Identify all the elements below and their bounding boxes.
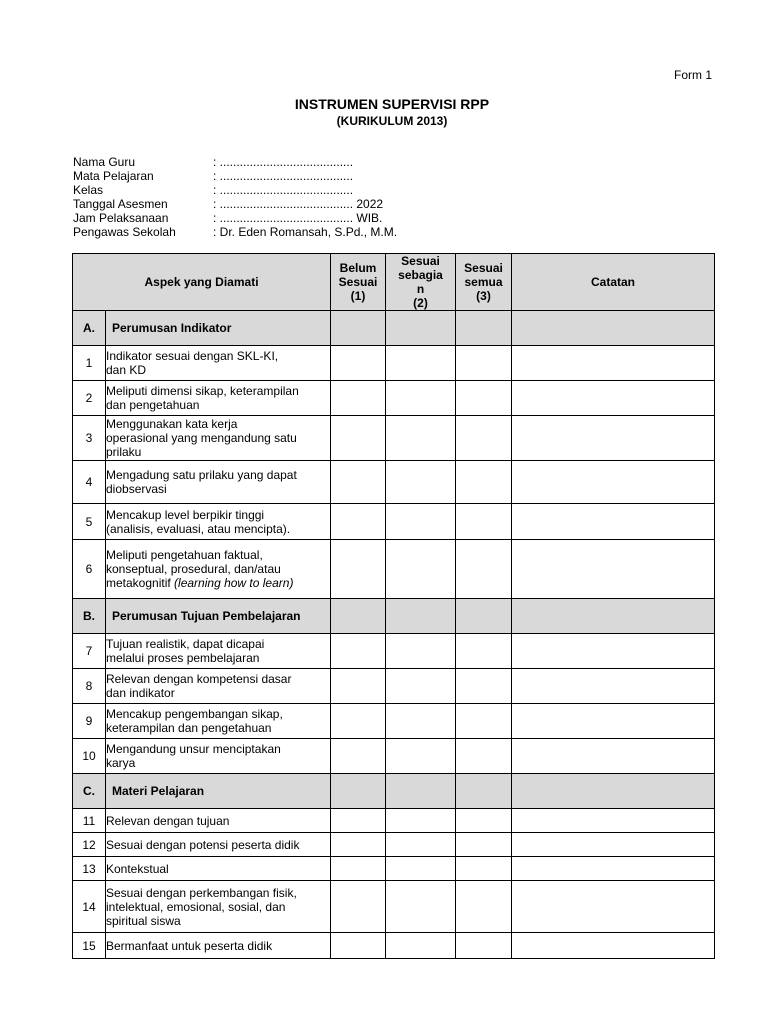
score-cell[interactable] bbox=[331, 704, 386, 739]
info-row-nama-guru bbox=[73, 155, 397, 169]
info-value: : ........................................ 2022 bbox=[213, 197, 384, 211]
row-number: 14 bbox=[73, 881, 106, 933]
score-cell[interactable] bbox=[386, 461, 456, 504]
score-cell[interactable] bbox=[456, 881, 512, 933]
form-label: Form 1 bbox=[673, 68, 712, 82]
score-cell[interactable] bbox=[331, 540, 386, 599]
row-number: 2 bbox=[73, 381, 106, 416]
section-letter: B. bbox=[73, 599, 106, 634]
row-number: 11 bbox=[73, 809, 106, 833]
header-belum-sesuai: Belum Sesuai (1) bbox=[331, 254, 386, 311]
info-label: Mata Pelajaran bbox=[73, 169, 154, 183]
row-number: 13 bbox=[73, 857, 106, 881]
table-row bbox=[73, 833, 715, 857]
table-row bbox=[73, 346, 715, 381]
notes-cell[interactable] bbox=[512, 381, 715, 416]
score-cell[interactable] bbox=[331, 346, 386, 381]
row-description: Bermanfaat untuk peserta didik bbox=[106, 933, 331, 959]
score-cell[interactable] bbox=[456, 381, 512, 416]
score-cell[interactable] bbox=[386, 881, 456, 933]
table-row bbox=[73, 809, 715, 833]
score-cell[interactable] bbox=[386, 857, 456, 881]
info-value: : Dr. Eden Romansah, S.Pd., M.M. bbox=[213, 225, 398, 239]
row-description: Mencakup pengembangan sikap, keterampilan dan pengetahuan bbox=[106, 704, 331, 739]
row-number: 6 bbox=[73, 540, 106, 599]
notes-cell[interactable] bbox=[512, 634, 715, 669]
row-number: 12 bbox=[73, 833, 106, 857]
score-cell[interactable] bbox=[456, 540, 512, 599]
table-row bbox=[73, 416, 715, 461]
score-cell[interactable] bbox=[456, 416, 512, 461]
table-row bbox=[73, 857, 715, 881]
score-cell[interactable] bbox=[386, 381, 456, 416]
notes-cell[interactable] bbox=[512, 346, 715, 381]
info-row-mata-pelajaran bbox=[73, 169, 397, 183]
table-row bbox=[73, 669, 715, 704]
row-description: Tujuan realistik, dapat dicapai melalui proses pembelajaran bbox=[106, 634, 331, 669]
row-description: Sesuai dengan potensi peserta didik bbox=[106, 833, 331, 857]
score-cell[interactable] bbox=[331, 416, 386, 461]
section-row-c bbox=[73, 774, 715, 809]
section-row-b bbox=[73, 599, 715, 634]
row-description: Mengandung unsur menciptakan karya bbox=[106, 739, 331, 774]
header-aspek: Aspek yang Diamati bbox=[73, 254, 331, 311]
score-cell[interactable] bbox=[456, 311, 512, 346]
score-cell[interactable] bbox=[331, 311, 386, 346]
info-row-tanggal-asesmen bbox=[73, 197, 397, 211]
score-cell[interactable] bbox=[331, 461, 386, 504]
row-number: 1 bbox=[73, 346, 106, 381]
notes-cell[interactable] bbox=[512, 504, 715, 540]
score-cell[interactable] bbox=[331, 881, 386, 933]
header-catatan: Catatan bbox=[512, 254, 715, 311]
row-number: 15 bbox=[73, 933, 106, 959]
info-label: Nama Guru bbox=[73, 155, 136, 169]
score-cell[interactable] bbox=[386, 809, 456, 833]
score-cell[interactable] bbox=[386, 774, 456, 809]
row-description: Menggunakan kata kerja operasional yang mengandung satu prilaku bbox=[106, 416, 331, 461]
notes-cell[interactable] bbox=[512, 881, 715, 933]
score-cell[interactable] bbox=[386, 504, 456, 540]
row-description: Meliputi dimensi sikap, keterampilan dan pengetahuan bbox=[106, 381, 331, 416]
section-row-a bbox=[73, 311, 715, 346]
score-cell[interactable] bbox=[331, 857, 386, 881]
table-row bbox=[73, 381, 715, 416]
score-cell[interactable] bbox=[456, 346, 512, 381]
score-cell[interactable] bbox=[456, 669, 512, 704]
notes-cell[interactable] bbox=[512, 857, 715, 881]
table-row bbox=[73, 634, 715, 669]
score-cell[interactable] bbox=[456, 599, 512, 634]
row-number: 8 bbox=[73, 669, 106, 704]
score-cell[interactable] bbox=[456, 739, 512, 774]
section-letter: C. bbox=[73, 774, 106, 809]
row-description: Kontekstual bbox=[106, 857, 331, 881]
row-description: Meliputi pengetahuan faktual, konseptual, prosedural, dan/atau metakognitif (learning how to learn) bbox=[106, 540, 331, 599]
score-cell[interactable] bbox=[456, 634, 512, 669]
row-description: Indikator sesuai dengan SKL-KI, dan KD bbox=[106, 346, 331, 381]
score-cell[interactable] bbox=[331, 504, 386, 540]
info-row-pengawas-sekolah bbox=[73, 225, 397, 239]
notes-cell[interactable] bbox=[512, 461, 715, 504]
score-cell[interactable] bbox=[386, 311, 456, 346]
notes-cell[interactable] bbox=[512, 809, 715, 833]
notes-cell[interactable] bbox=[512, 311, 715, 346]
info-label: Pengawas Sekolah bbox=[73, 225, 176, 239]
section-title: Perumusan Indikator bbox=[106, 311, 331, 346]
score-cell[interactable] bbox=[386, 634, 456, 669]
score-cell[interactable] bbox=[456, 933, 512, 959]
row-description: Mengadung satu prilaku yang dapat diobservasi bbox=[106, 461, 331, 504]
document-subtitle: (KURIKULUM 2013) bbox=[336, 114, 448, 128]
score-cell[interactable] bbox=[456, 809, 512, 833]
document-title: INSTRUMEN SUPERVISI RPP bbox=[294, 96, 490, 112]
score-cell[interactable] bbox=[386, 739, 456, 774]
notes-cell[interactable] bbox=[512, 739, 715, 774]
score-cell[interactable] bbox=[456, 461, 512, 504]
section-title: Materi Pelajaran bbox=[106, 774, 331, 809]
score-cell[interactable] bbox=[331, 599, 386, 634]
notes-cell[interactable] bbox=[512, 416, 715, 461]
score-cell[interactable] bbox=[386, 704, 456, 739]
score-cell[interactable] bbox=[331, 833, 386, 857]
score-cell[interactable] bbox=[456, 833, 512, 857]
table-header-row bbox=[73, 254, 715, 311]
row-number: 5 bbox=[73, 504, 106, 540]
header-sesuai-sebagian: Sesuai sebagia n (2) bbox=[386, 254, 456, 311]
score-cell[interactable] bbox=[331, 809, 386, 833]
info-value: : ........................................ WIB. bbox=[213, 211, 383, 225]
info-label: Kelas bbox=[73, 183, 104, 197]
notes-cell[interactable] bbox=[512, 774, 715, 809]
score-cell[interactable] bbox=[331, 669, 386, 704]
row-number: 9 bbox=[73, 704, 106, 739]
score-cell[interactable] bbox=[386, 669, 456, 704]
row-number: 7 bbox=[73, 634, 106, 669]
notes-cell[interactable] bbox=[512, 833, 715, 857]
score-cell[interactable] bbox=[386, 933, 456, 959]
table-row bbox=[73, 704, 715, 739]
info-row-kelas bbox=[73, 183, 397, 197]
section-title: Perumusan Tujuan Pembelajaran bbox=[106, 599, 331, 634]
row-number: 10 bbox=[73, 739, 106, 774]
score-cell[interactable] bbox=[386, 599, 456, 634]
notes-cell[interactable] bbox=[512, 704, 715, 739]
notes-cell[interactable] bbox=[512, 669, 715, 704]
score-cell[interactable] bbox=[331, 774, 386, 809]
identity-info bbox=[73, 155, 397, 239]
score-cell[interactable] bbox=[386, 540, 456, 599]
row-description: Sesuai dengan perkembangan fisik, intelektual, emosional, sosial, dan spiritual siswa bbox=[106, 881, 331, 933]
score-cell[interactable] bbox=[456, 704, 512, 739]
info-value: : ........................................ bbox=[213, 169, 354, 183]
score-cell[interactable] bbox=[456, 774, 512, 809]
score-cell[interactable] bbox=[331, 933, 386, 959]
row-description: Mencakup level berpikir tinggi (analisis, evaluasi, atau mencipta). bbox=[106, 504, 331, 540]
info-row-jam-pelaksanaan bbox=[73, 211, 397, 225]
score-cell[interactable] bbox=[331, 381, 386, 416]
row-number: 4 bbox=[73, 461, 106, 504]
row-description: Relevan dengan kompetensi dasar dan indikator bbox=[106, 669, 331, 704]
supervision-table bbox=[72, 253, 715, 959]
score-cell[interactable] bbox=[331, 739, 386, 774]
row-description: Relevan dengan tujuan bbox=[106, 809, 331, 833]
table-row bbox=[73, 739, 715, 774]
info-value: : ........................................ bbox=[213, 183, 354, 197]
notes-cell[interactable] bbox=[512, 933, 715, 959]
score-cell[interactable] bbox=[386, 416, 456, 461]
score-cell[interactable] bbox=[386, 346, 456, 381]
score-cell[interactable] bbox=[456, 504, 512, 540]
table-row bbox=[73, 504, 715, 540]
table-row bbox=[73, 540, 715, 599]
notes-cell[interactable] bbox=[512, 599, 715, 634]
score-cell[interactable] bbox=[331, 634, 386, 669]
table-row bbox=[73, 461, 715, 504]
score-cell[interactable] bbox=[386, 833, 456, 857]
section-letter: A. bbox=[73, 311, 106, 346]
notes-cell[interactable] bbox=[512, 540, 715, 599]
row-number: 3 bbox=[73, 416, 106, 461]
table-row bbox=[73, 881, 715, 933]
score-cell[interactable] bbox=[456, 857, 512, 881]
info-value: : ........................................ bbox=[213, 155, 354, 169]
header-sesuai-semua: Sesuai semua (3) bbox=[456, 254, 512, 311]
info-label: Jam Pelaksanaan bbox=[73, 211, 169, 225]
info-label: Tanggal Asesmen bbox=[73, 197, 168, 211]
table-row bbox=[73, 933, 715, 959]
